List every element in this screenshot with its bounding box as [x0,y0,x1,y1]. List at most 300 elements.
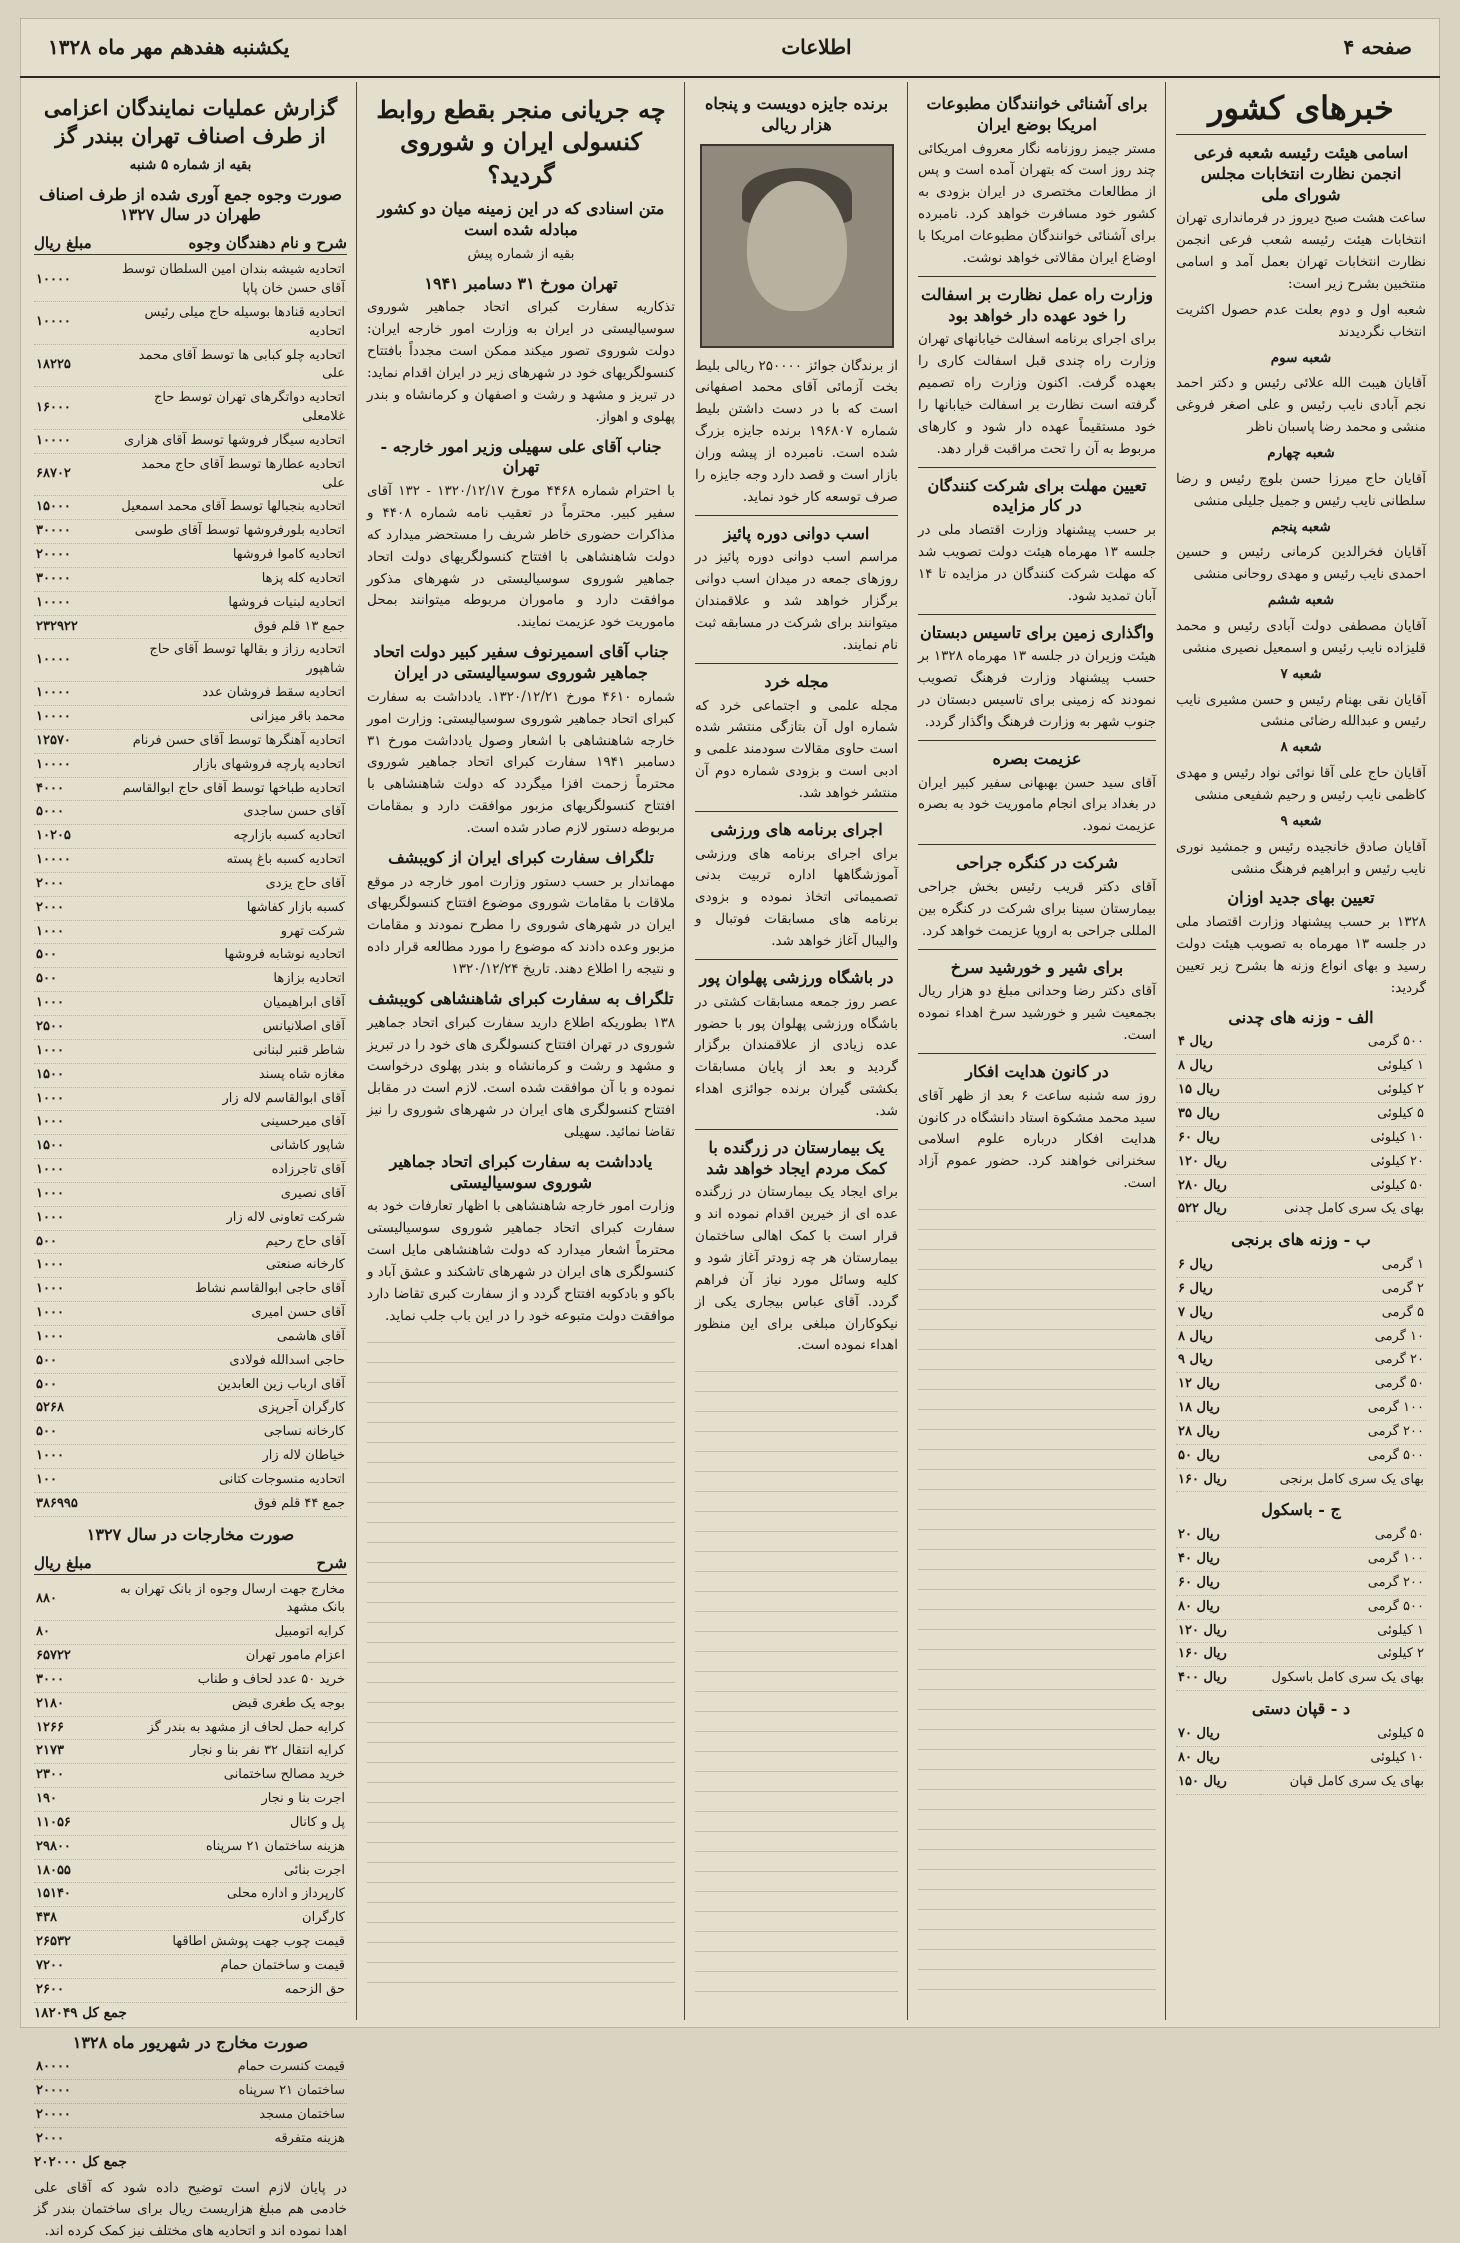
table-row [34,872,347,896]
table-row [34,615,347,639]
row-amount: ۵۰۰ [34,1421,118,1445]
row-desc: اتحادیه سقط فروشان عدد [118,682,347,706]
expense-title: صورت مخارجات در سال ۱۳۲۷ [86,1524,295,1544]
table-row [34,591,347,615]
table-row [34,1579,347,1621]
row-amount: ۶۰ ریال [1176,1571,1260,1595]
row-desc: بهای یک سری کامل قپان [1260,1770,1426,1794]
headline-kherad: مجله خرد [764,671,829,691]
branch-5: آقایان فخرالدین کرمانی رئیس و حسین احمدی نایب رئیس و مهدی روحانی منشی [1176,544,1426,583]
row-desc: کسبه بازار کفاشها [118,896,347,920]
row-amount: ۱۰۰۰ [34,1111,118,1135]
divider [695,959,898,960]
text-line [918,1679,1156,1690]
row-desc: بهای یک سری کامل برنجی [1260,1468,1426,1492]
lead-weights: ۱۳۲۸ بر حسب پیشنهاد وزارت اقتصاد ملی در جلسه ۱۳ مهرماه به تصویب هیئت دولت رسید و بهای انواع وزنه ها بشرح زیر تعیین گردید: [1176,914,1426,996]
text-line [367,1732,675,1743]
table-row [34,1206,347,1230]
body-note-4610: شماره ۴۶۱۰ مورخ ۱۳۲۰/۱۲/۲۱. یادداشت به سفارت کبرای اتحاد جماهیر شوروی سوسیالیستی: وزارت امور خارجه شاهنشاهی با اشعار وصول یادداشت مورخ ۳۱ دسامبر ۱۹۴۱ سفارت کبرای اتحاد جماهیر شوروی محترماً زحمت افزا میگردد که دولت شاهنشاهی با افتتاح کنسولگریهای مزبور موافقت دارد و بمقامات مربوطه دستور لازم صادر شده است. [367,688,675,836]
body-letter-4468: با احترام شماره ۴۴۶۸ مورخ ۱۳۲۰/۱۲/۱۷ - ۱۳۲ آقای سفیر کبیر. محترماً در تعقیب نامه شماره ۴۴۰۸ و مذاکرات حضوری خاطر شریف را مستحضر میدارد که دولت شاهنشاهی با افتتاح کنسولگریهای دولت اتحاد جماهیر شوروی سوسیالیستی در شهرهای مذکور موافقت دارد و ماموران مربوطه میتوانند بمحل ماموریت خود عزیمت نمایند. [367,483,676,631]
row-desc: بهای یک سری کامل چدنی [1260,1198,1426,1222]
row-desc: آقای ابراهیمیان [118,992,347,1016]
text-line [918,1339,1156,1350]
row-amount: ۲۵۰۰ [34,1015,118,1039]
row-desc: کارخانه نساجی [118,1421,347,1445]
body-auction: بر حسب پیشنهاد وزارت اقتصاد ملی در جلسه ۱۳ مهرماه هیئت دولت تصویب شد که مهلت شرکت کنندگان در مزایده تا ۱۴ آبان تمدید شود. [918,522,1156,604]
table-row [34,920,347,944]
row-desc: آقای اصلانیانس [118,1015,347,1039]
branch-3: آقایان هیبت الله علائی رئیس و دکتر احمد نجم آبادی نایب رئیس و علی اصغر فروغی منشی و محمد رضا پاسبان ناظر [1176,375,1426,436]
table-row [1176,1723,1426,1746]
row-amount: ۲۰۰۰۰ [34,544,118,568]
row-amount: ۱۰۰۰ [34,1087,118,1111]
text-line [918,1619,1156,1630]
table-row [34,1397,347,1421]
row-amount: ۵۰۰۰ [34,801,118,825]
table-row [34,968,347,992]
table-row [34,801,347,825]
row-amount: ۵۰۰ [34,1230,118,1254]
body-surgery-congress: آقای دکتر قریب رئیس بخش جراحی بیمارستان سینا برای شرکت در کنگره بین المللی جراحی به اروپا عزیمت خواهد کرد. [918,878,1156,939]
row-desc: قیمت کنسرت حمام [118,2056,347,2079]
row-amount: ۲۰۰۰ [34,2127,118,2151]
divider [695,663,898,664]
row-amount: ۱۸ ریال [1176,1397,1260,1421]
row-desc: اتحادیه عطارها توسط آقای حاج محمد علی [118,453,347,496]
text-line [695,1601,898,1612]
row-desc: ۲ گرمی [1260,1277,1426,1301]
table-row [34,1692,347,1716]
table-row [34,1859,347,1883]
table-b-title: ب - وزنه های برنجی [1231,1230,1371,1250]
row-desc: شاطر قنبر لبنانی [118,1039,347,1063]
row-desc: جمع ۴۴ قلم فوق [118,1492,347,1516]
row-amount: ۱۵۱۴۰ [34,1883,118,1907]
row-amount: ۶۰ ریال [1176,1126,1260,1150]
headline-lottery: برنده جایزه دویست و پنجاه هزار ریالی [704,94,889,134]
text-line [695,1421,898,1432]
row-desc: ۵۰ گرمی [1260,1524,1426,1547]
row-amount: ۱۰۰ [34,1469,118,1493]
price-table-d [1176,1723,1426,1795]
text-line [918,1939,1156,1950]
table-row [34,453,347,496]
text-line [367,1892,675,1903]
row-desc: ۵۰۰ گرمی [1260,1031,1426,1054]
expense-header-desc: شرح [316,1553,347,1572]
text-line [918,1779,1156,1790]
text-line [918,1199,1156,1210]
headline-election: اسامی هیئت رئیسه شعبه فرعی انجمن نظارت انتخابات مجلس شورای ملی [1193,143,1409,204]
row-desc: ۱۰ کیلوئی [1260,1746,1426,1770]
body-note-embassy: وزارت امور خارجه شاهنشاهی با اظهار تعارفات خود به سفارت کبرای اتحاد جماهیر شوروی سوسیالیستی محترماً اشعار میدارد که دولت شاهنشاهی مایل است کنسولگری های ایران در شهرهای تاشکند و عشق آباد و باکو و بادکوبه افتتاح گردد و از سفارت کبری تقاضا دارد موافقت دولت متبوعه خود را در این باب جلب نماید. [367,1198,675,1324]
column-domestic-news [1170,82,1432,2020]
table-row [34,1063,347,1087]
row-amount: ۱۰۰۰۰ [34,682,118,706]
divider [918,844,1156,845]
table-row [34,992,347,1016]
row-desc: ۵۰ کیلوئی [1260,1174,1426,1198]
text-line [367,1872,675,1883]
row-amount: ۳۸۶۹۹۵ [34,1492,118,1516]
text-line [367,1372,675,1383]
table-row [1176,1055,1426,1079]
branch-4: آقایان حاج میرزا حسن بلوچ رئیس و رضا سلطانی نایب رئیس و جمیل جلیلی منشی [1176,470,1426,509]
row-amount: ۸۸۰ [34,1579,118,1621]
row-desc: حاجی اسدالله فولادی [118,1349,347,1373]
row-desc: آقای نصیری [118,1182,347,1206]
row-amount: ۶۸۷۰۲ [34,453,118,496]
text-line [695,1641,898,1652]
text-line [367,1432,675,1443]
row-desc: ۱۰۰ گرمی [1260,1397,1426,1421]
body-sports-programs: برای اجرای برنامه های ورزشی آموزشگاهها اداره تربیت بدنی تصمیماتی اتخاذ نموده و بزودی برنامه های مسابقات فوتبال و والیبال آغاز خواهد شد. [695,845,898,950]
row-desc: ۵ کیلوئی [1260,1723,1426,1746]
text-line [918,1799,1156,1810]
table-row [34,896,347,920]
headline-horse-race: اسب دوانی دوره پائیز [723,523,870,543]
column-rule [356,82,357,2020]
text-line [695,1381,898,1392]
divider [918,467,1156,468]
text-line [695,1841,898,1852]
text-line [367,1712,675,1723]
table-row [34,1978,347,2002]
text-line [918,1219,1156,1230]
table-row [1176,1150,1426,1174]
divider [695,811,898,812]
row-amount: ۱۰۰۰ [34,992,118,1016]
text-line [367,1812,675,1823]
table-row [34,567,347,591]
row-desc: اتحادیه شیشه بندان امین السلطان توسط آقای حسن خان پاپا [118,259,347,301]
text-line [918,1699,1156,1710]
text-line [367,1912,675,1923]
text-line [695,1661,898,1672]
row-amount: ۱۰۰۰ [34,1206,118,1230]
body-asphalt: برای اجرای برنامه اسفالت خیابانهای تهران وزارت راه چندی قبل اسفالت کاری را بعهده گرفت. اکنون وزارت راه تصمیم گرفته است نظارت بر اسفالت خیابانها را خود مستقیماً عهده دار شود و کارهای مربوط به آن را تحت مراقبت قرار دهد. [918,331,1156,457]
body-pahlavanpour: عصر روز جمعه مسابقات کشتی در باشگاه ورزشی پهلوان پور با حضور عده زیادی از علاقمندان برگزار گردید و بعد از پایان مسابقات بکشتی گیران برنده جوائزی اهداء شد. [695,993,898,1119]
row-amount: ۱۰۰۰۰ [34,706,118,730]
expense-header [34,1554,347,1575]
row-desc: اجرت بنائی [118,1859,347,1883]
row-desc: ۵ کیلوئی [1260,1103,1426,1127]
row-desc: کرایه اتومبیل [118,1621,347,1645]
portrait-photo [700,144,894,348]
row-amount: ۶ ریال [1176,1254,1260,1277]
row-amount: ۵۰۰ [34,1349,118,1373]
text-line [367,1792,675,1803]
table-row [34,496,347,520]
masthead [20,18,1440,78]
table-row [34,429,347,453]
text-line [695,1781,898,1792]
headline-surgery-congress: شرکت در کنگره جراحی [955,853,1118,873]
row-amount: ۱۸۰۵۵ [34,1859,118,1883]
text-line [918,1499,1156,1510]
row-desc: آقای حسن ساجدی [118,801,347,825]
row-desc: خرید ۵۰ عدد لحاف و طناب [118,1668,347,1692]
row-amount: ۱۰۰۰۰ [34,849,118,873]
table-row [34,1811,347,1835]
row-amount: ۴۰۰ ریال [1176,1667,1260,1691]
table-row [34,1278,347,1302]
row-desc: قیمت و ساختمان حمام [118,1955,347,1979]
row-desc: هزینه متفرقه [118,2127,347,2151]
row-desc: ساختمان مسجد [118,2104,347,2128]
row-desc: ۲۰ کیلوئی [1260,1150,1426,1174]
row-desc: حق الزحمه [118,1978,347,2002]
text-line [695,1461,898,1472]
row-desc: آقای هاشمی [118,1325,347,1349]
row-amount: ۱۹۰ [34,1788,118,1812]
headline-asphalt: وزارت راه عمل نظارت بر اسفالت را خود عهده دار خواهد بود [921,284,1153,325]
table-row [1176,1198,1426,1222]
table-row [34,944,347,968]
row-desc: قیمت چوب جهت پوشش اطاقها [118,1931,347,1955]
text-filler [695,1361,898,1992]
headline-basra: عزیمت بصره [992,748,1082,768]
text-line [918,1479,1156,1490]
row-amount: ۵۲۲ ریال [1176,1198,1260,1222]
columns [28,82,1432,2240]
row-desc: ۵۰۰ گرمی [1260,1595,1426,1619]
row-amount: ۱۰۰۰ [34,1039,118,1063]
table-row [34,1469,347,1493]
text-line [367,1852,675,1863]
column-news-2 [912,82,1162,2020]
headline-hospital: یک بیمارستان در زرگنده با کمک مردم ایجاد خواهد شد [706,1137,887,1178]
body-memo-1: تذکاریه سفارت کبرای اتحاد جماهیر شوروی سوسیالیستی در ایران به وزارت امور خارجه ایران: دولت شوروی تصور میکند ممکن است مجدداً بافتتاح کنسولگریهای خود در شهرهای زیر در ایران اقدام نماید: در تبریز و مشهد و رشت و اصفهان و کرمانشاه و بندر پهلوی و اهواز. [367,299,675,425]
text-line [367,1972,675,1983]
row-amount: ۲۹۸۰۰ [34,1835,118,1859]
income-header [34,234,347,255]
table-row [34,753,347,777]
row-desc: ۱ کیلوئی [1260,1619,1426,1643]
headline-red-lion: برای شیر و خورشید سرخ [950,957,1124,977]
text-line [918,1419,1156,1430]
row-amount: ۱۰۰۰ [34,1325,118,1349]
text-line [695,1361,898,1372]
table-row [34,1349,347,1373]
row-desc: ۵۰ گرمی [1260,1373,1426,1397]
row-desc: بوجه یک طغری قبض [118,1692,347,1716]
table-row [34,520,347,544]
row-amount: ۳۰۰۰۰ [34,520,118,544]
row-amount: ۲۰۰۰۰ [34,2104,118,2128]
row-desc: ۵ گرمی [1260,1301,1426,1325]
table-row [34,1135,347,1159]
divider [918,276,1156,277]
table-row [1176,1643,1426,1667]
table-row [34,777,347,801]
row-desc: ۱۰ کیلوئی [1260,1126,1426,1150]
body-hospital: برای ایجاد یک بیمارستان در زرگنده عده ای از خیرین اقدام نموده اند و قرار است با کمک اهالی ساختمان بیمارستان هر چه زودتر آغاز شود و کلیه وسائل مورد نیاز آن فراهم گردد. آقای عباس بیجاری یکی از نیکوکاران مبلغی برای این منظور اهداء نموده است. [695,1184,898,1354]
text-line [367,1832,675,1843]
text-line [695,1921,898,1932]
row-amount: ۲۶۵۳۲ [34,1931,118,1955]
row-amount: ۲۳۲۹۲۲ [34,615,118,639]
row-amount: ۱۶۰۰۰ [34,387,118,430]
table-row [1176,1524,1426,1547]
branch-9-title: شعبه ۹ [1280,812,1322,829]
table-row [34,1955,347,1979]
table-row [34,682,347,706]
column-guild-report [28,82,353,2240]
row-desc: کارگران [118,1907,347,1931]
table-row [34,849,347,873]
row-amount: ۱۵۰۰ [34,1063,118,1087]
text-line [918,1899,1156,1910]
table-row [1176,1373,1426,1397]
table-row [34,1668,347,1692]
row-desc: ۵۰۰ گرمی [1260,1444,1426,1468]
headline-soheili: جناب آقای علی سهیلی وزیر امور خارجه - تهران [380,436,662,477]
text-line [695,1541,898,1552]
expense-total: جمع کل ۱۸۲۰۴۹ [34,2004,127,2021]
photo-face [747,181,847,311]
continued-note: بقیه از شماره ۵ شنبه [129,156,252,173]
row-desc: هزینه ساختمان ۲۱ سرپناه [118,1835,347,1859]
text-line [918,1559,1156,1570]
row-desc: پل و کانال [118,1811,347,1835]
text-line [695,1881,898,1892]
row-desc: مخارج جهت ارسال وجوه از بانک تهران به بانک مشهد [118,1579,347,1621]
text-line [367,1652,675,1663]
text-line [695,1761,898,1772]
row-amount: ۱۰۰۰۰ [34,753,118,777]
row-amount: ۱۰۰۰۰ [34,429,118,453]
headline-sports-programs: اجرای برنامه های ورزشی [710,819,883,839]
row-amount: ۱۰۰۰ [34,1254,118,1278]
row-amount: ۸۰۰۰۰ [34,2056,118,2079]
table-row [1176,1174,1426,1198]
text-line [367,1532,675,1543]
text-line [367,1692,675,1703]
table-row [34,301,347,344]
text-line [695,1901,898,1912]
text-line [367,1512,675,1523]
text-line [695,1561,898,1572]
row-amount: ۲۱۸۰ [34,1692,118,1716]
body-lottery: از برندگان جوائز ۲۵۰۰۰۰ ریالی بلیط بخت آزمائی آقای محمد اصفهانی است که با در دست داشتن بلیط شماره ۱۹۶۸۰۷ برنده جایزه بزرگ شده است. نامبرده از پیشه وران بازار است و قصد دارد وجه جایزه را صرف توسعه کار خود نماید. [695,357,898,505]
text-line [918,1919,1156,1930]
text-line [367,1352,675,1363]
row-desc: کرایه حمل لحاف از مشهد به بندر گز [118,1716,347,1740]
text-line [918,1719,1156,1730]
headline-weights: تعیین بهای جدید اوزان [1227,888,1375,908]
headline-auction: تعیین مهلت برای شرکت کنندگان در کار مزایده [927,475,1147,516]
row-desc: شرکت تعاونی لاله زار [118,1206,347,1230]
row-amount: ۲۱۷۳ [34,1740,118,1764]
headline-smirnov: جناب آقای اسمیرنوف سفیر کبیر دولت اتحاد جماهیر شوروی سوسیالیستی در ایران [373,642,669,682]
text-line [695,1501,898,1512]
row-amount: ۱۲ ریال [1176,1373,1260,1397]
row-desc: خیاطان لاله زار [118,1445,347,1469]
row-desc: محمد باقر میزانی [118,706,347,730]
row-amount: ۷۰ ریال [1176,1723,1260,1746]
row-desc: اتحادیه آهنگرها توسط آقای حسن فرنام [118,729,347,753]
row-desc: ۲۰۰ گرمی [1260,1420,1426,1444]
row-desc: خرید مصالح ساختمانی [118,1764,347,1788]
row-desc: آقای حاج رحیم [118,1230,347,1254]
table-row [1176,1548,1426,1572]
branch-1: شعبه اول و دوم بعلت عدم حصول اکثریت انتخاب نگردیدند [1176,301,1426,340]
table-row [34,1740,347,1764]
text-line [367,1632,675,1643]
row-desc: ۲۰۰ گرمی [1260,1571,1426,1595]
table-row [1176,1126,1426,1150]
text-line [918,1759,1156,1770]
table-row [1176,1079,1426,1103]
row-amount: ۱۵۰ ریال [1176,1770,1260,1794]
row-amount: ۷ ریال [1176,1301,1260,1325]
table-row [1176,1746,1426,1770]
divider [1176,134,1426,135]
row-amount: ۱۸۲۲۵ [34,344,118,387]
row-amount: ۱۵ ریال [1176,1079,1260,1103]
text-line [918,1459,1156,1470]
row-desc: کارخانه صنعتی [118,1254,347,1278]
text-line [918,1319,1156,1330]
row-amount: ۴۰ ریال [1176,1548,1260,1572]
price-table-b [1176,1254,1426,1492]
row-desc: اتحادیه لبنیات فروشها [118,591,347,615]
text-line [918,1299,1156,1310]
text-line [695,1741,898,1752]
subhead-income: صورت وجوه جمع آوری شده از طرف اصناف طهران در سال ۱۳۲۷ [39,184,342,225]
row-desc: بهای یک سری کامل باسکول [1260,1667,1426,1691]
table-row [34,639,347,682]
table-row [34,1931,347,1955]
row-desc: آقای ارباب زین العابدین [118,1373,347,1397]
row-desc: آقای تاجرزاده [118,1159,347,1183]
text-line [367,1332,675,1343]
row-amount: ۴ ریال [1176,1031,1260,1054]
branch-7-title: شعبه ۷ [1280,665,1322,682]
text-line [367,1772,675,1783]
row-amount: ۱۰۰۰ [34,1302,118,1326]
row-desc: اتحادیه کسبه باغ پسته [118,849,347,873]
row-desc: آقای حسن امیری [118,1302,347,1326]
table-row [34,2056,347,2079]
paper-name: اطلاعات [781,35,852,59]
footer-title: صورت مخارج در شهریور ماه ۱۳۲۸ [72,2032,309,2052]
row-amount: ۸ ریال [1176,1055,1260,1079]
text-line [918,1859,1156,1870]
table-row [34,1182,347,1206]
body-american-press: مستر جیمز روزنامه نگار معروف امریکائی چند روز است که بتهران آمده است و پس از مطالعات مختصری در ایران بزودی به کشور خود مسافرت خواهد کرد. نامبرده برای آشنائی خوانندگان مطبوعات امریکا با اوضاع ایران مقالاتی خواهد نوشت. [918,140,1156,266]
row-desc: کرایه انتقال ۳۲ نفر بنا و نجار [118,1740,347,1764]
text-line [918,1839,1156,1850]
table-row [34,729,347,753]
row-amount: ۸ ریال [1176,1325,1260,1349]
row-desc: اتحادیه نوشابه فروشها [118,944,347,968]
table-row [1176,1420,1426,1444]
table-row [34,2104,347,2128]
text-line [367,1952,675,1963]
text-line [367,1452,675,1463]
body-kuibyshev-telegram: مهماندار بر حسب دستور وزارت امور خارجه در موقع ملاقات با مقامات شوروی موضوع افتتاح کنسولگریهای ایران در شهرهای شوروی را مطرح نمودند و مقامات مزبور وعده دادند که موضوع را مورد مطالعه قرار داده و نتیجه را اطلاع دهند. تاریخ ۱۳۲۰/۱۲/۲۴ [367,873,675,978]
row-amount: ۸۰ [34,1621,118,1645]
table-row [34,706,347,730]
divider [695,1129,898,1130]
text-filler [918,1199,1156,1990]
text-line [918,1539,1156,1550]
table-row [34,1788,347,1812]
row-amount: ۱۲۰ ریال [1176,1619,1260,1643]
row-amount: ۵۰۰ [34,1373,118,1397]
